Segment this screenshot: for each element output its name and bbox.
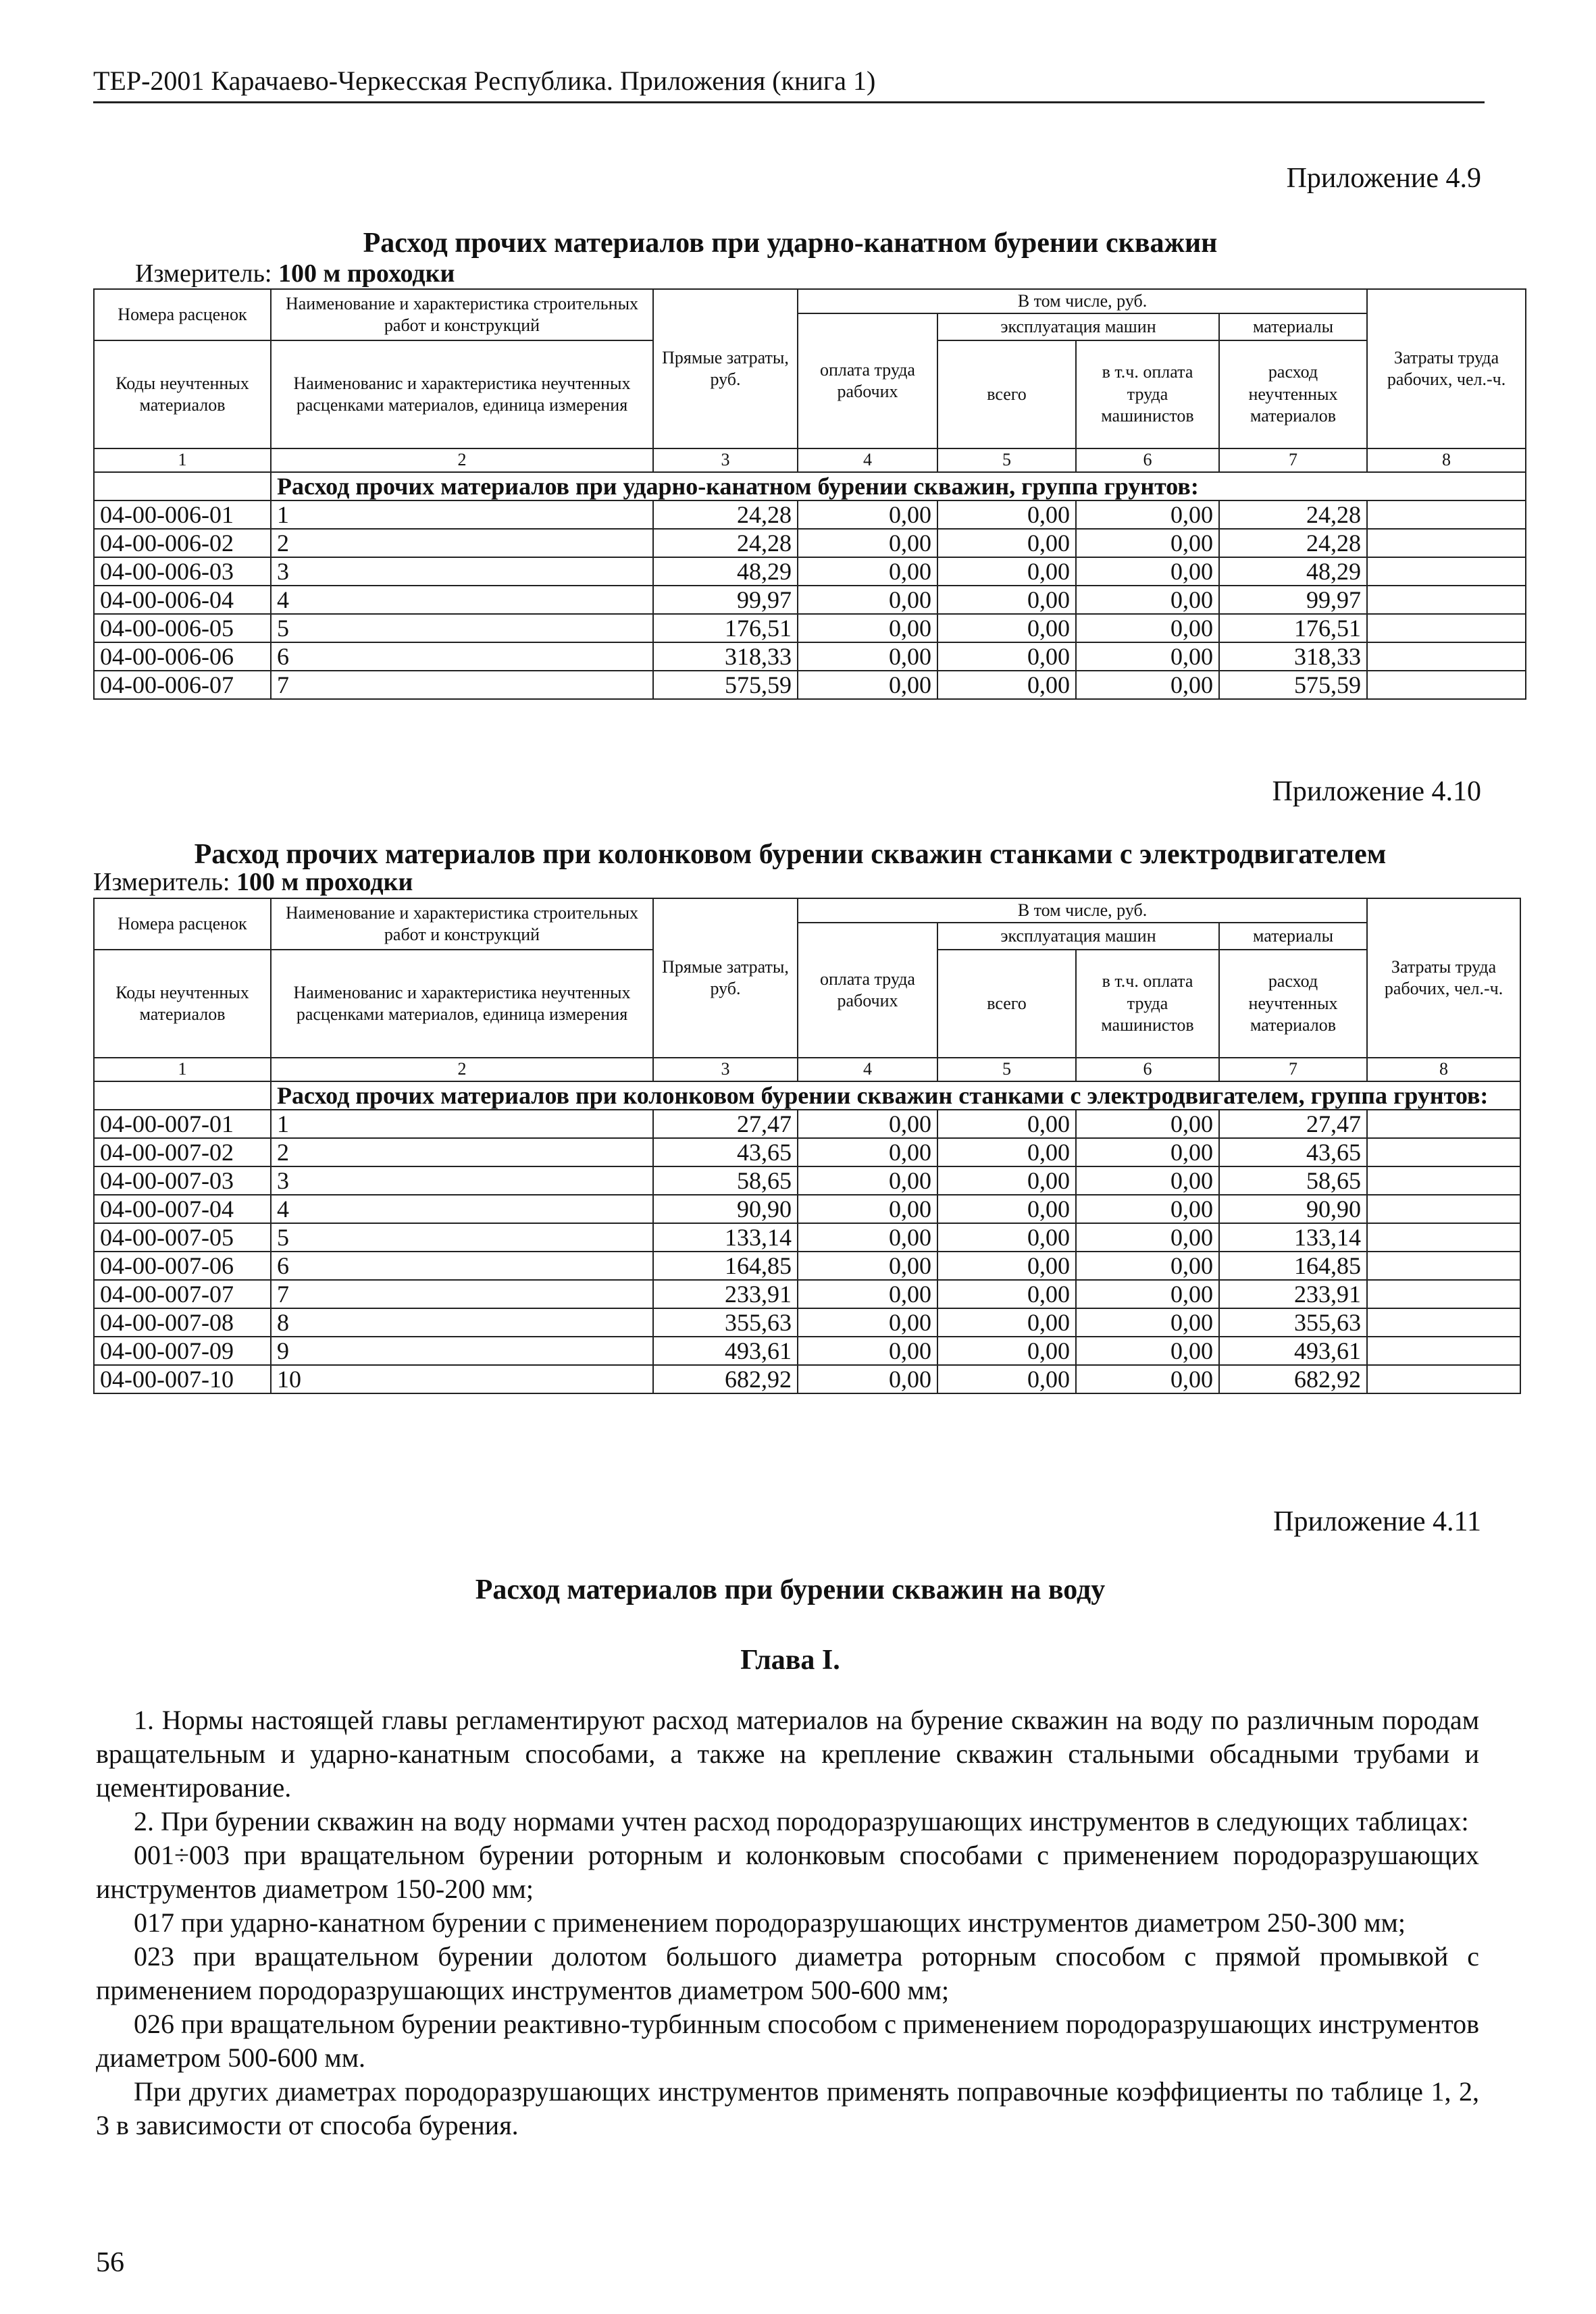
table-cell: [1367, 586, 1526, 614]
table-row: [94, 557, 1526, 586]
table-cell: 04-00-007-09: [94, 1337, 271, 1365]
table-cell: 493,61: [653, 1337, 798, 1365]
table-cell: 233,91: [1219, 1280, 1367, 1308]
header-naim2: Наименованис и характеристика неучтенных расценками материалов, единица измерения: [271, 340, 653, 448]
table-row: [94, 1280, 1520, 1308]
colnum-8: 8: [1367, 1058, 1520, 1081]
group-spacer: [94, 1081, 271, 1110]
colnum-8: 8: [1367, 448, 1526, 472]
header-vsego: всего: [937, 950, 1076, 1058]
table-cell: 0,00: [937, 1337, 1076, 1365]
table-cell: 0,00: [937, 1166, 1076, 1195]
table-cell: 0,00: [937, 1110, 1076, 1138]
paragraph: 001÷003 при вращательном бурении роторным и колонковым способами с применением породоразрушающих инструментов диаметром 150-200 мм;: [96, 1840, 1479, 1904]
table-cell: 682,92: [1219, 1365, 1367, 1393]
table-cell: 682,92: [653, 1365, 798, 1393]
table-cell: 0,00: [937, 671, 1076, 699]
table-cell: 575,59: [1219, 671, 1367, 699]
page-number: 56: [96, 2247, 124, 2278]
table-cell: 04-00-006-05: [94, 614, 271, 642]
table-cell: 04-00-006-07: [94, 671, 271, 699]
table-row: [94, 671, 1526, 699]
table-cell: 0,00: [798, 1110, 937, 1138]
header-nomer: Номера расценок: [94, 289, 271, 340]
chapter-heading: Глава I.: [740, 1645, 840, 1676]
header-ekspl: эксплуатация машин: [937, 923, 1219, 950]
table-cell: 176,51: [653, 614, 798, 642]
header-raskhod: расход неучтенных материалов: [1219, 340, 1367, 448]
header-naim: Наименование и характеристика строительных работ и конструкций: [271, 898, 653, 950]
table-row: [94, 1223, 1520, 1252]
appendix-4-9-meter: [135, 259, 455, 288]
table-cell: 48,29: [653, 557, 798, 586]
table-cell: 0,00: [1076, 1280, 1219, 1308]
paragraph: 023 при вращательном бурении долотом большого диаметра роторным способом с прямой промывкой с применением породоразрушающих инструментов диаметром 500-600 мм;: [96, 1941, 1479, 2005]
table-cell: 0,00: [798, 1337, 937, 1365]
colnum-5: 5: [937, 1058, 1076, 1081]
header-raskhod: расход неучтенных материалов: [1219, 950, 1367, 1058]
header-vtch: в т.ч. оплата труда машинистов: [1076, 340, 1219, 448]
table-cell: 3: [271, 1166, 653, 1195]
table-cell: 04-00-007-05: [94, 1223, 271, 1252]
table-cell: 133,14: [653, 1223, 798, 1252]
table-cell: [1367, 1138, 1520, 1166]
header-naim: Наименование и характеристика строительных работ и конструкций: [271, 289, 653, 340]
table-cell: 04-00-007-02: [94, 1138, 271, 1166]
table-cell: 58,65: [1219, 1166, 1367, 1195]
table-cell: 0,00: [937, 1252, 1076, 1280]
appendix-4-10-table: [93, 898, 1521, 1394]
table-cell: 24,28: [1219, 500, 1367, 529]
table-cell: 4: [271, 586, 653, 614]
table-cell: 176,51: [1219, 614, 1367, 642]
table-cell: 0,00: [798, 642, 937, 671]
paragraph: 026 при вращательном бурении реактивно-турбинным способом с применением породоразрушающих инструментов диаметром 500-600 мм.: [96, 2009, 1479, 2073]
table-cell: 0,00: [1076, 642, 1219, 671]
table-cell: 0,00: [798, 1138, 937, 1166]
appendix-4-10-label: Приложение 4.10: [1272, 776, 1481, 807]
table-cell: 3: [271, 557, 653, 586]
table-cell: 575,59: [653, 671, 798, 699]
colnum-4: 4: [798, 1058, 937, 1081]
table-cell: [1367, 529, 1526, 557]
header-pryamye: Прямые затраты, руб.: [653, 898, 798, 1058]
table-cell: 0,00: [937, 1138, 1076, 1166]
appendix-4-9-title: Расход прочих материалов при ударно-канатном бурении скважин: [363, 228, 1218, 259]
table-cell: 0,00: [798, 1223, 937, 1252]
column-number-row: [94, 1058, 1520, 1081]
table-cell: 04-00-006-06: [94, 642, 271, 671]
table-cell: 0,00: [798, 500, 937, 529]
table-cell: 0,00: [937, 1365, 1076, 1393]
table-cell: [1367, 500, 1526, 529]
appendix-4-10-meter: [93, 867, 413, 897]
header-materialy: материалы: [1219, 923, 1367, 950]
table-cell: 0,00: [1076, 1138, 1219, 1166]
table-row: [94, 586, 1526, 614]
table-cell: 0,00: [798, 671, 937, 699]
table-cell: 164,85: [653, 1252, 798, 1280]
colnum-3: 3: [653, 448, 798, 472]
table-cell: 164,85: [1219, 1252, 1367, 1280]
table-cell: 24,28: [653, 500, 798, 529]
paragraph: 2. При бурении скважин на воду нормами учтен расход породоразрушающих инструментов в следующих таблицах:: [134, 1806, 1469, 1836]
group-title: Расход прочих материалов при ударно-канатном бурении скважин, группа грунтов:: [271, 472, 1526, 500]
header-vtom: В том числе, руб.: [798, 898, 1367, 923]
colnum-3: 3: [653, 1058, 798, 1081]
table-cell: [1367, 1195, 1520, 1223]
appendix-4-11-title: Расход материалов при бурении скважин на воду: [475, 1574, 1106, 1605]
table-cell: 0,00: [798, 1308, 937, 1337]
table-cell: 24,28: [653, 529, 798, 557]
meter-label: Измеритель:: [135, 259, 272, 288]
table-cell: 0,00: [798, 557, 937, 586]
table-cell: 04-00-007-04: [94, 1195, 271, 1223]
table-cell: 0,00: [937, 586, 1076, 614]
column-number-row: [94, 448, 1526, 472]
body-text: [96, 1703, 1479, 2142]
table-cell: 2: [271, 1138, 653, 1166]
table-cell: 0,00: [1076, 586, 1219, 614]
paragraph: 017 при ударно-канатном бурении с применением породоразрушающих инструментов диаметром 250-300 мм;: [134, 1907, 1406, 1938]
header-oplata: оплата труда рабочих: [798, 923, 937, 1058]
table-cell: 4: [271, 1195, 653, 1223]
colnum-6: 6: [1076, 448, 1219, 472]
table-cell: 2: [271, 529, 653, 557]
table-row: [94, 642, 1526, 671]
colnum-2: 2: [271, 1058, 653, 1081]
table-cell: 90,90: [653, 1195, 798, 1223]
table-cell: 0,00: [1076, 1195, 1219, 1223]
group-title: Расход прочих материалов при колонковом бурении скважин станками с электродвигателем, группа грунтов:: [271, 1081, 1520, 1110]
table-cell: 27,47: [653, 1110, 798, 1138]
table-cell: [1367, 1110, 1520, 1138]
table-cell: 0,00: [937, 1195, 1076, 1223]
table-cell: [1367, 1308, 1520, 1337]
table-cell: 9: [271, 1337, 653, 1365]
table-cell: 04-00-007-07: [94, 1280, 271, 1308]
header-vtch: в т.ч. оплата труда машинистов: [1076, 950, 1219, 1058]
table-cell: [1367, 1337, 1520, 1365]
table-cell: 0,00: [798, 1280, 937, 1308]
table-cell: 0,00: [1076, 1166, 1219, 1195]
appendix-4-11-label: Приложение 4.11: [1273, 1506, 1481, 1537]
table-cell: 04-00-006-03: [94, 557, 271, 586]
table-cell: 0,00: [1076, 557, 1219, 586]
table-cell: 27,47: [1219, 1110, 1367, 1138]
table-cell: 0,00: [937, 642, 1076, 671]
paragraph: При других диаметрах породоразрушающих инструментов применять поправочные коэффициенты по таблице 1, 2, 3 в зависимости от способа бурения.: [96, 2076, 1479, 2140]
table-cell: 0,00: [1076, 1110, 1219, 1138]
header-vsego: всего: [937, 340, 1076, 448]
header-ekspl: эксплуатация машин: [937, 313, 1219, 340]
table-cell: [1367, 557, 1526, 586]
table-cell: 0,00: [1076, 1308, 1219, 1337]
header-pryamye: Прямые затраты, руб.: [653, 289, 798, 448]
table-cell: 0,00: [1076, 614, 1219, 642]
table-cell: 233,91: [653, 1280, 798, 1308]
table-cell: 0,00: [1076, 1337, 1219, 1365]
table-cell: 43,65: [1219, 1138, 1367, 1166]
appendix-4-9-table: [93, 288, 1526, 700]
table-cell: 48,29: [1219, 557, 1367, 586]
table-cell: 6: [271, 642, 653, 671]
colnum-7: 7: [1219, 448, 1367, 472]
colnum-6: 6: [1076, 1058, 1219, 1081]
table-cell: 7: [271, 671, 653, 699]
table-cell: 0,00: [1076, 671, 1219, 699]
meter-label: Измеритель:: [93, 868, 230, 896]
table-cell: 0,00: [798, 1195, 937, 1223]
table-cell: 133,14: [1219, 1223, 1367, 1252]
table-cell: 0,00: [798, 529, 937, 557]
table-cell: 99,97: [653, 586, 798, 614]
table-cell: 04-00-007-08: [94, 1308, 271, 1337]
table-row: [94, 1195, 1520, 1223]
table-cell: 0,00: [1076, 1365, 1219, 1393]
table-cell: 0,00: [937, 1280, 1076, 1308]
header-vtom: В том числе, руб.: [798, 289, 1367, 313]
table-cell: 6: [271, 1252, 653, 1280]
header-kody: Коды неучтенных материалов: [94, 340, 271, 448]
table-cell: 04-00-006-01: [94, 500, 271, 529]
header-nomer: Номера расценок: [94, 898, 271, 950]
table-cell: 90,90: [1219, 1195, 1367, 1223]
meter-value: 100 м проходки: [236, 868, 413, 896]
table-cell: 0,00: [798, 1252, 937, 1280]
table-cell: [1367, 1252, 1520, 1280]
appendix-4-9-label: Приложение 4.9: [1286, 163, 1481, 194]
table-cell: 04-00-007-01: [94, 1110, 271, 1138]
table-cell: 0,00: [798, 1365, 937, 1393]
meter-value: 100 м проходки: [278, 259, 455, 288]
table-cell: 04-00-006-02: [94, 529, 271, 557]
table-cell: 493,61: [1219, 1337, 1367, 1365]
header-kody: Коды неучтенных материалов: [94, 950, 271, 1058]
table-cell: 43,65: [653, 1138, 798, 1166]
running-header: ТЕР-2001 Карачаево-Черкесская Республика. Приложения (книга 1): [93, 66, 876, 96]
table-cell: 0,00: [937, 557, 1076, 586]
colnum-2: 2: [271, 448, 653, 472]
header-materialy: материалы: [1219, 313, 1367, 340]
table-row: [94, 1138, 1520, 1166]
header-zatraty: Затраты труда рабочих, чел.-ч.: [1367, 289, 1526, 448]
table-cell: 0,00: [937, 500, 1076, 529]
header-zatraty: Затраты труда рабочих, чел.-ч.: [1367, 898, 1520, 1058]
table-cell: 355,63: [1219, 1308, 1367, 1337]
table-row: [94, 500, 1526, 529]
table-row: [94, 529, 1526, 557]
table-cell: 0,00: [1076, 500, 1219, 529]
colnum-1: 1: [94, 1058, 271, 1081]
table-cell: 1: [271, 500, 653, 529]
table-cell: 1: [271, 1110, 653, 1138]
table-cell: 0,00: [1076, 529, 1219, 557]
header-oplata: оплата труда рабочих: [798, 313, 937, 448]
appendix-4-10-title: Расход прочих материалов при колонковом бурении скважин станками с электродвигателем: [194, 839, 1387, 870]
table-cell: 355,63: [653, 1308, 798, 1337]
table-cell: 0,00: [798, 614, 937, 642]
table-cell: 0,00: [937, 1308, 1076, 1337]
table-cell: [1367, 1280, 1520, 1308]
table-cell: 58,65: [653, 1166, 798, 1195]
table-cell: [1367, 614, 1526, 642]
header-naim2: Наименованис и характеристика неучтенных расценками материалов, единица измерения: [271, 950, 653, 1058]
colnum-1: 1: [94, 448, 271, 472]
table-cell: 99,97: [1219, 586, 1367, 614]
table-row: [94, 1365, 1520, 1393]
table-cell: 04-00-007-10: [94, 1365, 271, 1393]
table-row: [94, 1308, 1520, 1337]
table-cell: 24,28: [1219, 529, 1367, 557]
colnum-5: 5: [937, 448, 1076, 472]
table-row: [94, 1252, 1520, 1280]
table-cell: 0,00: [937, 614, 1076, 642]
table-cell: 7: [271, 1280, 653, 1308]
table-cell: [1367, 1166, 1520, 1195]
table-cell: 0,00: [1076, 1252, 1219, 1280]
table-cell: 0,00: [798, 1166, 937, 1195]
table-cell: 318,33: [653, 642, 798, 671]
table-row: [94, 614, 1526, 642]
table-row: [94, 1110, 1520, 1138]
table-cell: 5: [271, 1223, 653, 1252]
header-rule: [93, 101, 1485, 103]
colnum-7: 7: [1219, 1058, 1367, 1081]
table-cell: 04-00-007-03: [94, 1166, 271, 1195]
table-cell: 8: [271, 1308, 653, 1337]
table-cell: 0,00: [937, 1223, 1076, 1252]
table-cell: 10: [271, 1365, 653, 1393]
table-cell: [1367, 1365, 1520, 1393]
table-cell: [1367, 1223, 1520, 1252]
table-cell: 318,33: [1219, 642, 1367, 671]
table-cell: 0,00: [798, 586, 937, 614]
table-row: [94, 1166, 1520, 1195]
group-spacer: [94, 472, 271, 500]
table-cell: 0,00: [1076, 1223, 1219, 1252]
table-cell: 04-00-007-06: [94, 1252, 271, 1280]
paragraph: 1. Нормы настоящей главы регламентируют расход материалов на бурение скважин на воду по различным породам вращательным и ударно-канатным способами, а также на крепление скважин стальными обсадными трубами и цементирование.: [96, 1705, 1479, 1803]
colnum-4: 4: [798, 448, 937, 472]
table-cell: [1367, 671, 1526, 699]
table-cell: 04-00-006-04: [94, 586, 271, 614]
table-cell: [1367, 642, 1526, 671]
table-row: [94, 1337, 1520, 1365]
table-cell: 0,00: [937, 529, 1076, 557]
table-cell: 5: [271, 614, 653, 642]
